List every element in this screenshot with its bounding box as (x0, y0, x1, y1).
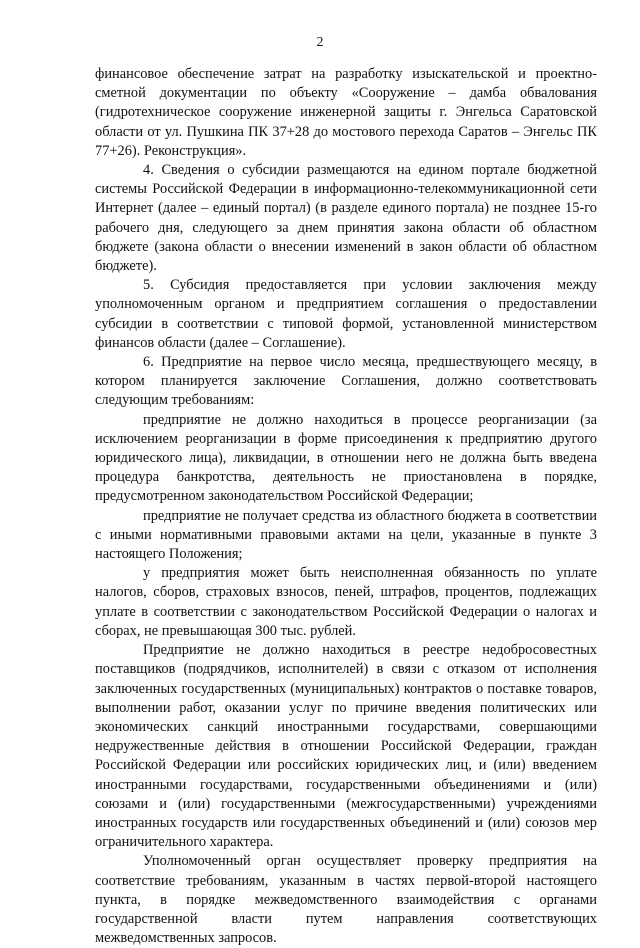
requirement-reorganization: предприятие не должно находиться в процессе реорганизации (за исключением реорганизации в форме присоединения к предприятию другого юридического лица), ликвидации, в отношении него не должна быть введена процедура банкротства, деятельность не приостановлена в порядке, предусмотренном законодательством Российской Федерации; (95, 411, 597, 505)
requirement-no-other-funds: предприятие не получает средства из областного бюджета в соответствии с иными нормативными правовыми актами на цели, указанные в пункте 3 настоящего Положения; (95, 507, 597, 563)
paragraph-item-5: 5. Субсидия предоставляется при условии заключения между уполномоченным органом и предприятием соглашения о предоставлении субсидии в соответствии с типовой формой, установленной министерством финансов области (далее – Соглашение). (95, 277, 597, 351)
paragraph-item-4: 4. Сведения о субсидии размещаются на едином портале бюджетной системы Российской Федерации в информационно-телекоммуникационной сети Интернет (далее – единый портал) (в разделе единого портала) не позднее 15-го рабочего дня, следующего за днем принятия закона области об областном бюджете (закона области о внесении изменений в закон области об областном бюджете). (95, 162, 597, 275)
requirement-supplier-registry: Предприятие не должно находиться в реестре недобросовестных поставщиков (подрядчиков, исполнителей) в связи с отказом от исполнения заключенных государственных (муниципальных) контрактов о поставке товаров, выполнении работ, оказании услуг по причине введения политических или экономических санкций иностранными государствами, совершающими недружественные действия в отношении Российской Федерации, граждан Российской Федерации или российских юридических лиц, и (или) введением иностранными государствами, государственными объединениями и (или) союзами и (или) государственными (межгосударственными) учреждениями иностранных государств или государственных объединений и (или) союзов мер ограничительного характера. (95, 642, 597, 851)
paragraph-continuation: финансовое обеспечение затрат на разработку изыскательской и проектно-сметной документации по объекту «Сооружение – дамба обвалования (гидротехническое сооружение инженерной защиты г. Энгельса Саратовской области от ул. Пушкина ПК 37+28 до мостового перехода Саратов – Энгельс ПК 77+26). Реконструкция». (95, 66, 597, 159)
requirement-tax-debt: у предприятия может быть неисполненная обязанность по уплате налогов, сборов, страховых взносов, пеней, штрафов, процентов, подлежащих уплате в соответствии с законодательством Российской Федерации о налогах и сборах, не превышающая 300 тыс. рублей. (95, 565, 597, 639)
document-body (95, 65, 597, 948)
paragraph-item-6: 6. Предприятие на первое число месяца, предшествующего месяцу, в котором планируется заключение Соглашения, должно соответствовать следующим требованиям: (95, 354, 597, 409)
page-number: 2 (316, 35, 324, 50)
paragraph-verification: Уполномоченный орган осуществляет проверку предприятия на соответствие требованиям, указанным в частях первой-второй настоящего пункта, в порядке межведомственного взаимодействия с органами государственной власти путем направления соответствующих межведомственных запросов. (95, 853, 597, 947)
